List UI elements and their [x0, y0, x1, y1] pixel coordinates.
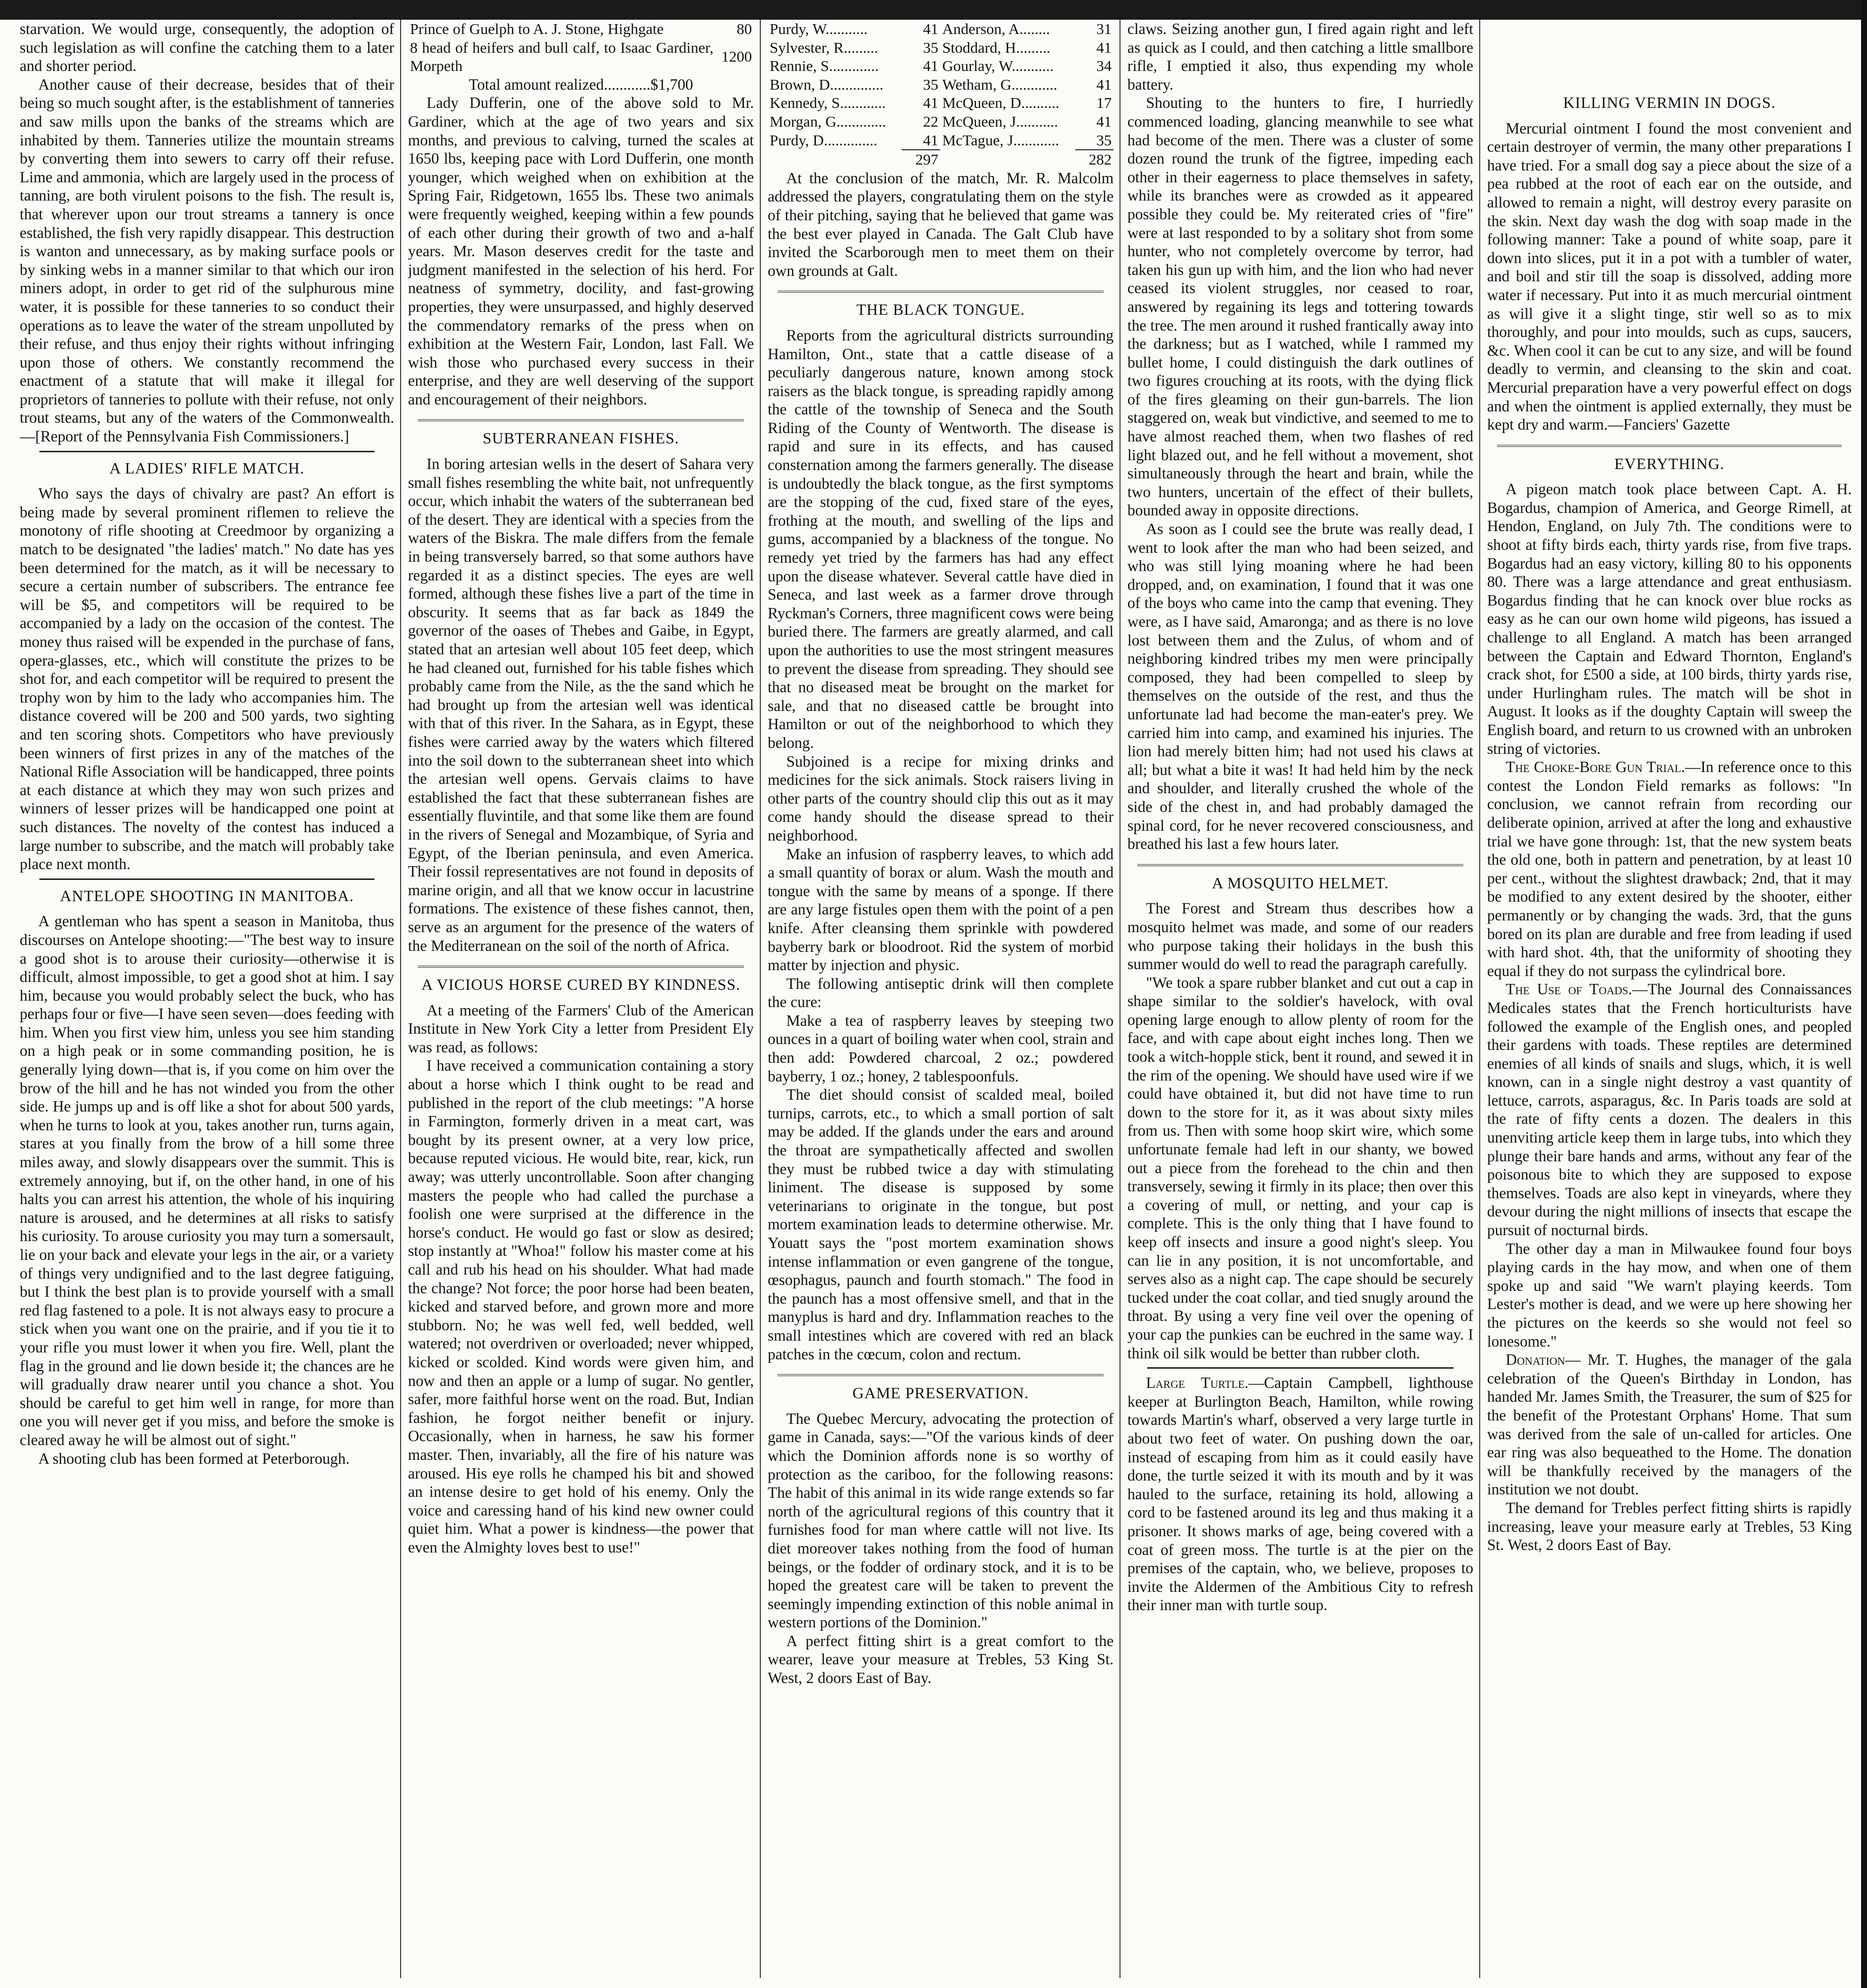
player-score: 17 — [1096, 94, 1112, 112]
item-heading: Donation — [1505, 1351, 1565, 1369]
column-1 — [20, 20, 394, 1978]
article-text: Make a tea of raspberry leaves by steeping two ounces in a quart of boiling water when cool, strain and then add: Powdered charcoal, 2 oz.; powdered bayberry, 1 oz.; honey, 2 tablespoonfuls. — [768, 1011, 1114, 1085]
headline: A MOSQUITO HELMET. — [1212, 874, 1389, 892]
score-row — [768, 38, 1114, 57]
player-score: 41 — [1096, 112, 1112, 130]
article-text: In boring artesian wells in the desert of Sahara very small fishes resembling the white bait, not unfrequently occur, which inhabit the waters of the subterranean bed of the desert. They are identical with a species from the waters of the Biskra. The male differs from the female in being transversely barred, so that some authors have regarded it as a distinct species. The eyes are well formed, although these fishes live a part of the time in obscurity. It seems that as far back as 1849 the governor of the oases of Thebes and Gaibe, in Egypt, stated that an artesian well about 105 feet deep, which he had cleaned out, furnished for his table fishes which probably came from the Nile, as the the sand which he had brought up from the artesian well was identical with that of this river. In the Sahara, as in Egypt, these fishes were carried away by the waters which filtered into the soil down to the subterranean sheet into which the artesian well opens. Gervais claims to have established the fact that these subterranean fishes are essentially fluvintile, and that some like them are found in the rivers of Senegal and Mozambique, of Syria and Egypt, of the Iberian peninsula, and even America. Their fossil representatives are not found in deposits of marine origin, and all that we know occur in lacustrine formations. The existence of these fishes cannot, then, serve as an argument for the presence of the waters of the Mediterranean on the soil of the north of Africa. — [408, 455, 754, 954]
article-text — [1487, 758, 1852, 980]
headline: SUBTERRANEAN FISHES. — [482, 429, 679, 447]
player-name: Wetham, G............ — [942, 75, 1057, 93]
item-text: —Captain Campbell, lighthouse keeper at Burlington Beach, Hamilton, while rowing towards Martin's wharf, observed a very large turtle in about two feet of water. On pushing down the oar, instead of escaping from him as it could easily have done, the turtle seized it with its mouth and by it was hauled to the surface, retaining its hold, allowing a cord to be fastened around its leg and thus making it a prisoner. It shows marks of age, being covered with a coat of green moss. The turtle is at the pier on the premises of the captain, who, we believe, proposes to invite the Aldermen of the Ambitious City to refresh their inner man with turtle soup. — [1127, 1374, 1473, 1614]
article-text: Mercurial ointment I found the most convenient and certain destroyer of vermin, the many other preparations I have tried. For a small dog say a piece about the size of a pea rubbed at the root of each ear on the outside, and allowed to remain a night, will destroy every parasite on the skin. Next day wash the dog with soap made in the following manner: Take a pound of white soap, pare it down into slices, put it in a pot with a tumbler of water, and boil and stir till the soap is dissolved, adding more water if necessary. Put into it as much mercurial ointment as will give it a slight tinge, stir well so as to mix thoroughly, and pour into moulds, such as cups, saucers, &c. When cool it can be cut to any size, and will be found deadly to vermin, and cleansing to the skin and coat. Mercurial preparation have a very powerful effect on dogs and when the ointment is applied externally, they must be kept dry and warm.—Fanciers' Gazette — [1487, 119, 1852, 434]
item-text: — Mr. T. Hughes, the manager of the gala celebration of the Queen's Birthday in London, has handed Mr. James Smith, the Treasurer, the sum of $25 for the benefit of the Protestant Orphans' Home. That sum was derived from the sale of un-called for articles. One ear ring was also bequeathed to the Home. The donation will be thankfully received by the managers of the institution we not doubt. — [1487, 1351, 1852, 1498]
player-name: Brown, D.............. — [770, 75, 883, 93]
column-5 — [1487, 20, 1852, 1978]
column-3 — [768, 20, 1114, 1978]
article-text: At a meeting of the Farmers' Club of the American Institute in New York City a letter from President Ely was read, as follows: — [408, 1001, 754, 1056]
article-text: claws. Seizing another gun, I fired again right and left as quick as I could, and then catching a little smallbore rifle, I emptied it also, thus expending my whole battery. — [1127, 20, 1473, 93]
item-text: —In reference once to this contest the London Field remarks as follows: "In conclusion, we cannot refrain from recording our deliberate opinion, arrived at after the long and exhaustive trial we have gone through: 1st, that the new system beats the old one, both in pattern and penetration, by at least 10 per cent., without the slightest drawback; 2nd, that it may be modified to any extent desired by the shooter, either permanently or by changing the wads. 3rd, that the guns bored on its plan are durable and free from leading if used with hard shot. 4th, that the uniformity of shooting they equal if they do not surpass the cylindrical bore. — [1487, 758, 1852, 979]
player-name: McTague, J............ — [942, 132, 1059, 149]
article-text: Make an infusion of raspberry leaves, to which add a small quantity of borax or alum. Wash the mouth and tongue with the same by means of a sponge. If there are any large fistules open them with the point of a pen knife. After cleansing them sprinkle with powdered bayberry bark or bloodroot. Rid the system of morbid matter by injection and physic. — [768, 845, 1114, 974]
column-rule — [400, 20, 401, 1978]
player-name: Rennie, S............. — [770, 57, 879, 75]
article-text: Who says the days of chivalry are past? An effort is being made by several prominent riflemen to relieve the monotony of rifle shooting at Creedmoor by organizing a match to be designated "the ladies' match." No date has yes been determined for the match, as it will be necessary to secure a certain number of subscribers. The entrance fee will be $5, and competitors will be required to be accompanied by a lady on the occasion of the contest. The money thus raised will be expended in the purchase of fans, opera-glasses, etc., which will constitute the prizes to be shot for, and each competitor will be required to present the trophy won by him to the lady who accompanies him. The distance covered will be 200 and 500 yards, two sighting and ten scoring shots. Competitors who have previously been winners of first prizes in any of the matches of the National Rifle Association will be handicapped, three points at each distance at which they may won such prizes and winners of lesser prizes will be handicapped one point at such distances. The novelty of the contest has induced a large number to subscribe, and the match will probably take place next month. — [20, 485, 394, 873]
score-row — [768, 57, 1114, 75]
sale-list — [408, 20, 754, 75]
divider — [1137, 864, 1463, 867]
divider — [778, 1374, 1104, 1377]
headline: GAME PRESERVATION. — [852, 1384, 1029, 1402]
article-text: Lady Dufferin, one of the above sold to Mr. Gardiner, which at the age of two years and six months, and previous to calving, turned the scales at 1650 lbs, keeping pace with Lord Dufferin, one month younger, which weighed when on exhibition at the Spring Fair, Ridgetown, 1655 lbs. These two animals were frequently weighed, keeping within a few pounds of each other during their growth of two and a-half years. Mr. Mason deserves credit for the taste and judgment manifested in the selection of his herd. For neatness of symmetry, docility, and fast-growing properties, they were unsurpassed, and highly deserved the commendatory remarks of the press when on exhibition at the Western Fair, London, last Fall. We wish those who purchased every success in their enterprise, and they are well deserving of the support and encouragement of their neighbors. — [408, 94, 754, 408]
sale-item: 8 head of heifers and bull calf, to Isaac Gardiner, Morpeth — [410, 38, 713, 75]
advertisement: A perfect fitting shirt is a great comfort to the wearer, leave your measure at Trebles, 53 King St. West, 2 doors East of Bay. — [768, 1632, 1114, 1687]
player-score: 22 — [923, 112, 939, 130]
advertisement: The demand for Trebles perfect fitting shirts is rapidly increasing, leave your measure early at Trebles, 53 King St. West, 2 doors East of Bay. — [1487, 1499, 1852, 1554]
right-edge-bar — [1861, 0, 1867, 1988]
headline: ANTELOPE SHOOTING IN MANITOBA. — [60, 886, 354, 905]
player-name: Stoddard, H......... — [942, 38, 1051, 56]
sale-amount: 1200 — [721, 48, 752, 66]
player-name: Kennedy, S............ — [770, 94, 886, 112]
top-edge-bar — [0, 0, 1867, 20]
headline: KILLING VERMIN IN DOGS. — [1563, 94, 1776, 111]
score-row — [768, 20, 1114, 38]
headline: THE BLACK TONGUE. — [856, 301, 1025, 319]
article-text: The other day a man in Milwaukee found four boys playing cards in the hay mow, and when one of them spoke up and said "We warn't playing keerds. Tom Lester's mother is dead, and we were up here showing her the pictures on the keerds so she would not feel so lonesome." — [1487, 1240, 1852, 1350]
player-score: 41 — [923, 57, 939, 75]
column-4 — [1127, 20, 1473, 1978]
article-text — [1127, 1374, 1473, 1615]
column-rule — [760, 20, 761, 1978]
item-text: —The Journal des Connaissances Medicales states that the French horticulturists have followed the example of the English ones, and peopled their gardens with toads. These reptiles are determined enemies of all kinds of snails and slugs, which, it is well known, can in a single night destroy a vast quantity of lettuce, carrots, asparagus, &c. In Paris toads are sold at the rate of fifty cents a dozen. The dealers in this unenviting article keep them in large tubs, into which they plunge their bare hands and arms, without any fear of the poisonous bite to which they are supposed to expose themselves. Toads are also kept in vineyards, where they devour during the night millions of insects that escape the pursuit of nocturnal birds. — [1487, 980, 1852, 1239]
divider — [418, 419, 744, 422]
divider — [39, 451, 374, 452]
divider — [1147, 1367, 1454, 1369]
article-text — [1487, 980, 1852, 1239]
sale-amount: 80 — [737, 20, 752, 37]
article-text: The following antiseptic drink will then complete the cure: — [768, 975, 1114, 1011]
score-row — [768, 131, 1114, 150]
player-name: Purdy, D.............. — [770, 132, 878, 149]
player-score: 41 — [1096, 38, 1112, 56]
player-name: Sylvester, R......... — [770, 38, 879, 56]
sale-item: Prince of Guelph to A. J. Stone, Highgate — [410, 20, 664, 37]
player-score: 35 — [1096, 131, 1112, 149]
column-2 — [408, 20, 754, 1978]
article-text: The Quebec Mercury, advocating the protection of game in Canada, says:—"Of the various kinds of deer which the Dominion affords none is so worthy of protection as the cariboo, for the following reasons: The habit of this animal in its wide range extends so far north of the agricultural regions of this country that it furnishes food for man where cattle will not live. Its diet moreover takes nothing from the food of human beings, or the fodder of ordinary stock, and it is to be hoped the greatest care will be taken to prevent the seemingly impending extinction of this noble animal in western portions of the Dominion." — [768, 1410, 1114, 1631]
article-text: A pigeon match took place between Capt. A. H. Bogardus, champion of America, and George Rimell, at Hendon, England, on July 7th. The conditions were to shoot at fifty birds each, thirty yards rise, from five traps. Bogardus had an easy victory, killing 80 to his opponents 80. There was a large attendance and great enthusiasm. Bogardus finding that he can knock over blue rocks as easy as he can our own home wild pigeons, has issued a challenge to all England. A match has been arranged between the Captain and Edward Thornton, England's crack shot, for £500 a side, at 100 birds, thirty yards rise, under Hurlingham rules. The match will be shot in August. It looks as if the doughty Captain will sweep the English board, and return to us crowned with an unbroken string of victories. — [1487, 480, 1852, 757]
player-score: 41 — [923, 20, 939, 37]
score-row — [768, 112, 1114, 131]
article-text: Shouting to the hunters to fire, I hurriedly commenced loading, glancing meanwhile to see what had become of the men. There was a cluster of some dozen round the trunk of the figtree, impeding each other in their eagerness to place themselves in safety, while its branches were as crowded as it appeared possible they could be. My reiterated cries of "fire" were at last responded to by a solitary shot from some hunter, who not completely overcome by terror, had taken his gun up with him, and the lion who had never ceased its violent struggles, nor ceased to roar, answered by regaining its legs and tottering towards the tree. The men around it rushed frantically away into the darkness; but as I watched, while I rammed my bullet home, I could distinguish the dark outlines of two figures crouching at its roots, with the dying flick of the fires gleaming on their gun-barrels. The lion staggered on, weak but vindictive, and seemed to me to have almost reached them, when two flashes of red light blazed out, and he fell without a movement, shot simultaneously through the heart and brain, while the two hunters, uncertain of the effect of their bullets, bounded away in opposite directions. — [1127, 94, 1473, 519]
item-heading: The Choke-Bore Gun Trial. — [1505, 758, 1685, 776]
player-score: 31 — [1096, 20, 1112, 37]
article-text: "We took a spare rubber blanket and cut out a cap in shape similar to the soldier's havelock, with oval opening large enough to allow plenty of room for the face, and with cape about eight inches long. Then we took a witch-hopple stick, bent it round, and sewed it in the rim of the opening. We should have used wire if we could have obtained it, but did not have time to run down to the store for it, as it was about sixty miles from us. Then with some hoop skirt wire, which some unfortunate female had left in our shanty, we bowed out a piece from the forehead to the chin and then transversely, sewing it firmly in its place; then over this a covering of mull, or netting, and your cap is complete. This is the only thing that I have found to keep off insects and insure a good night's sleep. You can lie in any position, it is not uncomfortable, and serves also as a night cap. The cape should be securely tucked under the coat collar, and tied snugly around the throat. By using a very fine veil over the opening of your cap the punkies can be euchred in the same way. I think oil silk would be better than rubber cloth. — [1127, 974, 1473, 1362]
score-table — [768, 20, 1114, 169]
item-heading: Large Turtle. — [1146, 1374, 1249, 1392]
article-text: Reports from the agricultural districts surrounding Hamilton, Ont., state that a cattle disease of a peculiarly dangerous nature, known among stock raisers as the black tongue, is spreading rapidly among the cattle of the township of Seneca and the South Riding of the County of Wentworth. The disease is rapid and sure in its effects, and has caused consternation among the farmers generally. The disease is undoubtedly the black tongue, as the first symptoms are the stopping of the cud, fixed stare of the eyes, frothing at the mouth, and swelling of the lips and gums, accompanied by a blackness of the tongue. No remedy yet tried by the farmers has had any effect upon the disease whatever. Several cattle have died in Seneca, and last week as a farmer drove through Ryckman's Corners, three magnificent cows were being buried there. The farmers are greatly alarmed, and call upon the authorities to use the most stringent measures to prevent the disease from spreading. They should see that no diseased meat be brought on the market for sale, and that no diseased cattle be brought into Hamilton or out of the neighborhood to which they belong. — [768, 326, 1114, 751]
score-totals-row — [768, 150, 1114, 169]
article-text: The diet should consist of scalded meal, boiled turnips, carrots, etc., to which a small portion of salt may be added. If the glands under the ears and around the throat are sympathetically affected and swollen they must be rubbed twice a day with stimulating liniment. The disease is supposed by some veterinarians to originate in the tongue, but post mortem examination leads to determine otherwise. Mr. Youatt says the "post mortem examination shows intense inflammation or even gangrene of the tongue, œsophagus, paunch and fourth stomach." The food in the paunch has a most offensive smell, and that in the manyplus is hard and dry. Inflammation reaches to the small intestines which are covered with red an black patches in the cœcum, colon and rectum. — [768, 1086, 1114, 1363]
score-row — [768, 94, 1114, 112]
article-text — [1487, 1350, 1852, 1499]
score-total: 297 — [902, 150, 940, 169]
score-total: 282 — [1075, 150, 1114, 169]
headline: A VICIOUS HORSE CURED BY KINDNESS. — [421, 976, 741, 994]
sale-total: Total amount realized............$1,700 — [469, 75, 693, 93]
score-row — [768, 75, 1114, 94]
headline: EVERYTHING. — [1614, 454, 1725, 472]
player-score: 35 — [923, 38, 939, 56]
headline: A LADIES' RIFLE MATCH. — [109, 459, 305, 477]
article-text: I have received a communication containing a story about a horse which I think ought to be read and published in the report of the club meetings: "A horse in Farmington, formerly driven in a meat cart, was bought by its present owner, at a very low price, because reputed vicious. He would bite, rear, kick, run away; was utterly uncontrollable. Soon after changing masters the people who had called the purchase a foolish one were surprised at the difference in the horse's conduct. He would go fast or slow as desired; stop instantly at "Whoa!" follow his master come at his call and rub his head on his shoulder. What had made the change? Not force; the poor horse had been beaten, kicked and starved before, and grown more and more stubborn. No; he was well fed, well bedded, well watered; not overdriven or overloaded; never whipped, kicked or scolded. Kind words were given him, and now and then an apple or a lump of sugar. No gentler, safer, more faithful horse went on the road. But, Indian fashion, he forgot neither benefit or injury. Occasionally, when in harness, he saw his former master. Then, invariably, all the fire of his nature was aroused. His eye rolls he champed his bit and showed an intense desire to get hold of his enemy. Only the voice and caressing hand of his kind new owner could quiet him. What a power is kindness—the power that even the Almighty loves best to use!" — [408, 1057, 754, 1556]
article-text: At the conclusion of the match, Mr. R. Malcolm addressed the players, congratulating them on the style of their pitching, saying that he believed that game was the best ever played in Canada. The Galt Club have invited the Scarborough men to meet them on their own grounds at Galt. — [768, 169, 1114, 279]
article-text: As soon as I could see the brute was really dead, I went to look after the man who had been seized, and who was still lying moaning where he had been dropped, and, on examination, I found that it was one of the boys who came into the camp that evening. They were, as I have said, Amaronga; and as there is no love lost between them and the Zulus, of whom and of neighboring kindred tribes my men were principally composed, they had been compelled to sleep by themselves on the outside of the rest, and thus the unfortunate lad had become the man-eater's prey. We carried him into camp, and examined his injuries. The lion had merely bitten him; had not used his claws at all; but what a bite it was! It had held him by the neck and shoulder, and literally crushed the whole of the side of the chest in, and had probably damaged the spinal cord, for he never recovered consciousness, and breathed his last a few hours later. — [1127, 520, 1473, 853]
player-name: McQueen, D.......... — [942, 94, 1059, 112]
player-score: 41 — [923, 94, 939, 112]
divider — [418, 966, 744, 969]
sale-row — [408, 20, 754, 38]
player-score: 41 — [923, 131, 939, 149]
divider — [1497, 445, 1842, 448]
article-text: The Forest and Stream thus describes how a mosquito helmet was made, and some of our readers who purpose taking their holidays in the bush this summer would do well to read the paragraph carefully. — [1127, 900, 1473, 973]
column-rule — [1479, 20, 1480, 1978]
item-heading: The Use of Toads. — [1505, 980, 1632, 998]
player-score: 35 — [923, 75, 939, 93]
player-name: Morgan, G............. — [770, 112, 886, 130]
player-score: 34 — [1096, 57, 1112, 75]
article-text: Another cause of their decrease, besides that of their being so much sought after, is the establishment of tanneries and saw mills upon the banks of the streams which are inhabited by them. Tanneries utilize the mountain streams by converting them into sewers to carry off their refuse. Lime and ammonia, which are largely used in the process of tanning, are both virulent poisons to the fish. The result is, that wherever upon our trout streams a tannery is once established, the fish very rapidly disappear. This destruction is wanton and unnecessary, as by making surface pools or by sinking webs in a manner similar to that which our iron miners adopt, in order to get rid of the sulphurous mine water, it is possible for these tanneries to so conduct their operations as to leave the water of the stream unpolluted by their refuse, and thus enjoy their rights without infringing upon those of others. We constantly recommend the enactment of a statute that will make it illegal for proprietors of tanneries to pollute with their refuse, not only trout steams, but any of the waters of the Commonwealth.—[Report of the Pennsylvania Fish Commissioners.] — [20, 75, 394, 445]
article-text: A shooting club has been formed at Peterborough. — [38, 1449, 350, 1467]
article-text: starvation. We would urge, consequently, the adoption of such legislation as will confine the catching them to a later and shorter period. — [20, 20, 394, 75]
article-text: A gentleman who has spent a season in Manitoba, thus discourses on Antelope shooting:—"The best way to insure a good shot is to arouse their curiosity—otherwise it is difficult, almost impossible, to get a good shot at him. I say him, because you would probably select the buck, who has perhaps four or five—I have seen seven—does feeding with him. When you first view him, unless you see him standing on a high peak or in some commanding position, he is generally lying down—that is, if you come on him over the brow of the hill and he has not winded you from the other side. He jumps up and is off like a shot for about 500 yards, when he turns to look at you, takes another run, turns again, stares at you finally from the brow of a hill some three miles away, and slowly disappears over the summit. This is extremely annoying, but if, on the other hand, in one of his halts you can arrest his attention, the whole of his inquiring nature is aroused, and he determines at all risks to satisfy his curiosity. To arouse curiosity you may turn a somersault, lie on your back and elevate your legs in the air, or a variety of things very undignified and to the last degree fatiguing, but I think the best plan is to provide yourself with a small red flag fastened to a pole. It is not always easy to procure a stick when you want one on the prairie, and if you tie it to your rifle you must lower it when you fire. Well, plant the flag in the ground and lie down beside it; the chances are he will gradually draw nearer until you chance a shot. You should be careful to get him well in range, for more than one you will never get if you miss, and before the smoke is cleared away he will be almost out of sight." — [20, 912, 394, 1449]
divider — [39, 878, 374, 880]
player-name: Gourlay, W........... — [942, 57, 1054, 75]
sale-row — [408, 38, 754, 75]
article-text: Subjoined is a recipe for mixing drinks and medicines for the sick animals. Stock raisers living in other parts of the country should clip this out as it may come handy should the disease spread to their neighborhood. — [768, 752, 1114, 844]
player-name: McQueen, J........... — [942, 112, 1058, 130]
divider — [778, 291, 1104, 294]
player-name: Anderson, A........ — [942, 20, 1050, 37]
player-name: Purdy, W........... — [770, 20, 868, 37]
player-score: 41 — [1096, 75, 1112, 93]
